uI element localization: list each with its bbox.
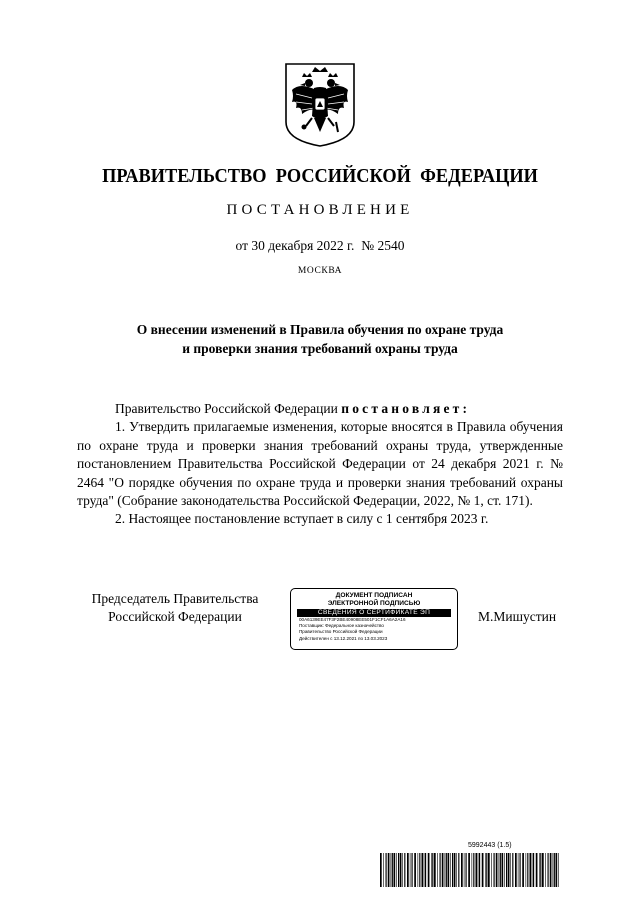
document-subject [0, 320, 640, 358]
stamp-line-1: ДОКУМЕНТ ПОДПИСАН [335, 592, 413, 599]
coat-of-arms-emblem [282, 60, 358, 148]
document-kind: ПОСТАНОВЛЕНИЕ [226, 202, 414, 218]
document-number: 2540 [377, 238, 405, 253]
city: МОСКВА [297, 266, 343, 276]
stamp-certificate-id: 00A6139EE47F3F2BE40908EE501F1CF1A6A2A16 [299, 617, 406, 622]
document-date: от 30 декабря 2022 г. [235, 238, 355, 253]
number-sign: № [361, 238, 375, 253]
subject-line-2: и проверки знания требований охраны труда [182, 341, 458, 356]
subject-line-1: О внесении изменений в Правила обучения по охране труда [136, 322, 504, 337]
stamp-line-2: ЭЛЕКТРОННОЙ ПОДПИСЬЮ [327, 600, 421, 607]
barcode [380, 853, 560, 887]
signer-name: М.Мишустин [478, 609, 557, 624]
signer-position [70, 590, 280, 626]
decree-intro [77, 400, 563, 418]
government-title: ПРАВИТЕЛЬСТВО РОССИЙСКОЙ ФЕДЕРАЦИИ [102, 166, 538, 187]
signer-position-line-2: Российской Федерации [108, 609, 242, 624]
document-serial: 5992443 (1.5) [468, 842, 512, 849]
paragraph-item-1: 1. Утвердить прилагаемые изменения, которые вносятся в Правила обучения по охране труда и проверки знания требований охраны труда, утвержденные постановлением Правительства Российской Федерации от 24 декабря 2021 г. № 2464 "О порядке обучения по охране труда и проверки знания требований охраны труда" (Собрание законодательства Российской Федерации, 2022, № 1, ст. 171). [77, 419, 563, 509]
electronic-signature-stamp [290, 588, 458, 650]
stamp-issuer: Поставщик: Федеральное казначейство [299, 623, 384, 629]
stamp-owner: Правительство Российской Федерации [299, 629, 383, 635]
stamp-certificate-header: СВЕДЕНИЯ О СЕРТИФИКАТЕ ЭП [297, 609, 451, 617]
decree-word: постановляет: [341, 401, 471, 416]
date-and-number [0, 238, 640, 254]
signer-position-line-1: Председатель Правительства [91, 591, 259, 606]
intro-text: Правительство Российской Федерации [115, 401, 342, 416]
stamp-validity: Действителен с 13.12.2021 по 13.03.2023 [299, 635, 388, 641]
paragraph-item-2: 2. Настоящее постановление вступает в силу с 1 сентября 2023 г. [115, 511, 489, 527]
document-body [77, 400, 563, 529]
